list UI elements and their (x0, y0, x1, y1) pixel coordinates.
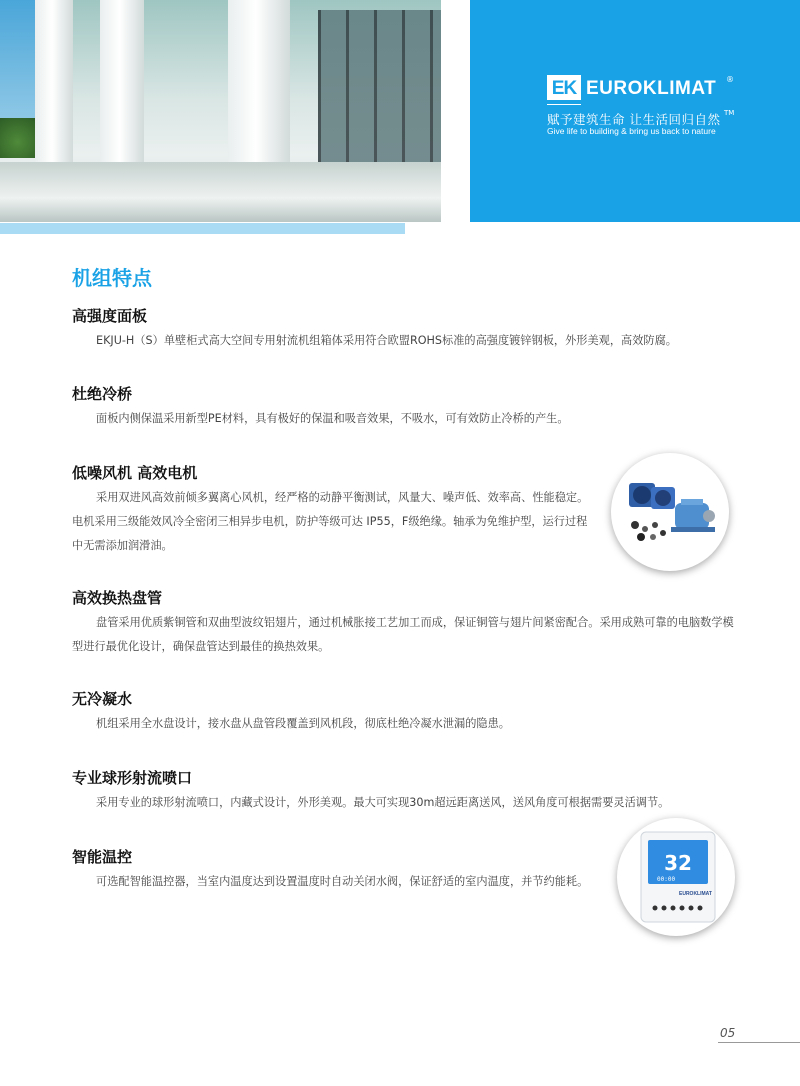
brand-panel (470, 0, 800, 222)
section-body: 机组采用全水盘设计，接水盘从盘管段覆盖到风机段，彻底杜绝冷凝水泄漏的隐患。 (96, 717, 510, 730)
fan-motor-image (611, 453, 729, 571)
section-body: 采用双进风高效前倾多翼离心风机，经严格的动静平衡测试，风量大、噪声低、效率高、性能稳定。电机采用三级能效风冷全密闭三相异步电机，防护等级可达 IP55，F级绝缘。轴承为免维护型，运行过程中无需添加润滑油。 (72, 491, 589, 552)
section-title: 智能温控 (72, 848, 133, 866)
registered-mark: ® (726, 75, 734, 84)
section-body: 采用专业的球形射流喷口，内藏式设计，外形美观。最大可实现30m超远距离送风，送风角度可根据需要灵活调节。 (96, 796, 670, 809)
section-title: 高效换热盘管 (72, 589, 163, 607)
section-body: 面板内侧保温采用新型PE材料，具有极好的保温和吸音效果，不吸水，可有效防止冷桥的产生。 (96, 412, 569, 425)
page-number: 05 (720, 1026, 736, 1040)
brand-slogan-cn: 赋予建筑生命 让生活回归自然 (547, 112, 721, 127)
brand-slogan-en: Give life to building & bring us back to nature (547, 126, 716, 136)
brand-name: EUROKLIMAT (586, 78, 717, 99)
section-title: 杜绝冷桥 (72, 385, 133, 403)
lobby-photo (0, 0, 441, 222)
section-body: EKJU-H（S）单壁柜式高大空间专用射流机组箱体采用符合欧盟ROHS标准的高强度镀锌钢板，外形美观，高效防腐。 (96, 334, 677, 347)
section-title: 专业球形射流喷口 (72, 769, 193, 787)
thermostat-display: 32 (664, 851, 692, 875)
thermostat-brand: EUROKLIMAT (679, 891, 712, 897)
thermostat-clock: 00:00 (657, 876, 676, 883)
ek-logo-icon: EK (547, 75, 581, 105)
thermostat-image (617, 818, 735, 936)
section-body: 可选配智能温控器，当室内温度达到设置温度时自动关闭水阀，保证舒适的室内温度，并节约能耗。 (96, 875, 589, 888)
page-number-rule (718, 1042, 800, 1043)
section-body: 盘管采用优质紫铜管和双曲型波纹铝翅片，通过机械胀接工艺加工而成，保证铜管与翅片间紧密配合。采用成熟可靠的电脑数学模型进行最优化设计，确保盘管达到最佳的换热效果。 (72, 616, 734, 653)
section-title: 低噪风机 高效电机 (72, 464, 198, 482)
page-title: 机组特点 (72, 266, 152, 290)
trademark-mark: TM (724, 109, 735, 117)
section-title: 高强度面板 (72, 307, 148, 325)
accent-strip (0, 223, 405, 234)
section-title: 无冷凝水 (72, 690, 133, 708)
